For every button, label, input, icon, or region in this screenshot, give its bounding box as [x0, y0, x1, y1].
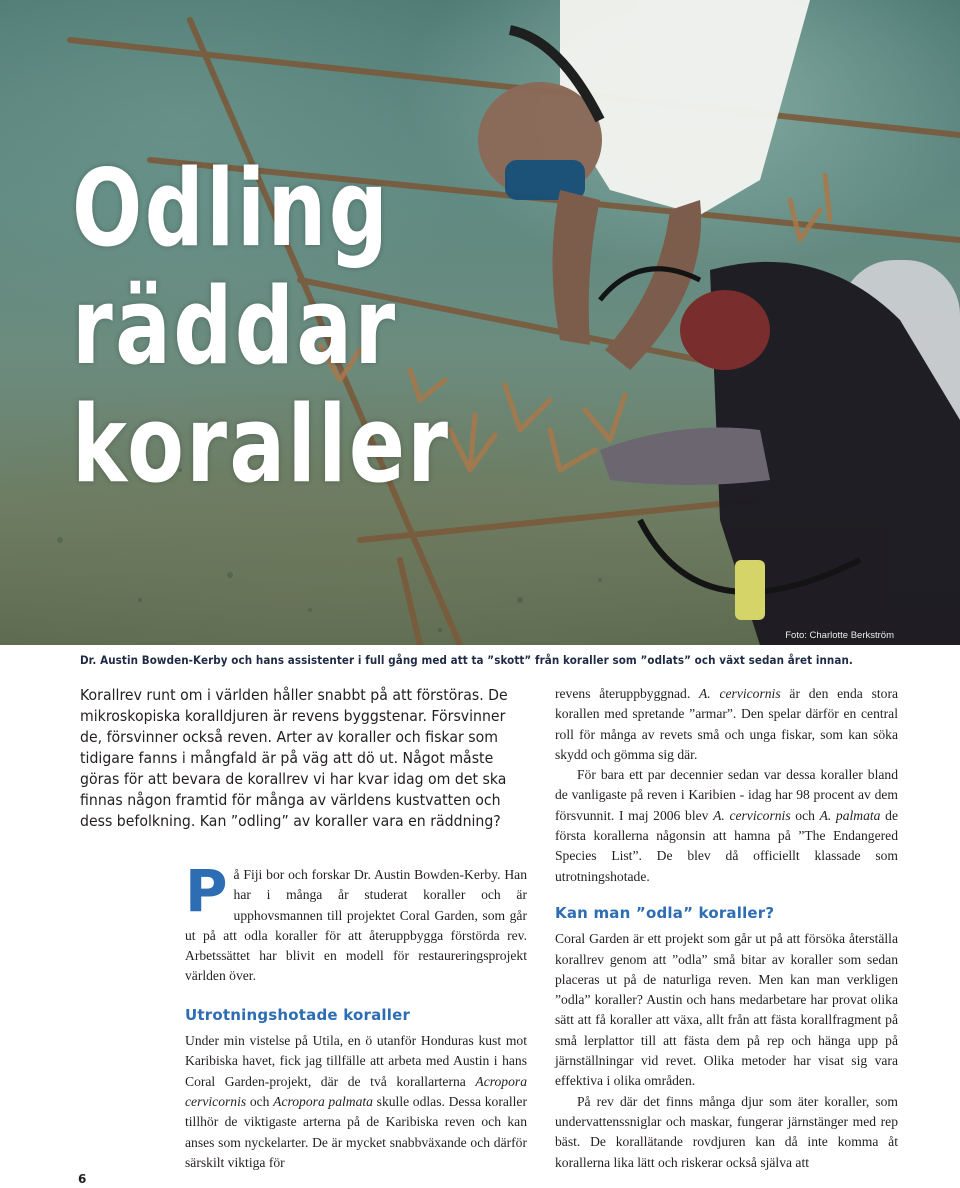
- title-line-2: räddar: [72, 265, 398, 388]
- title-line-3: koraller: [72, 383, 451, 506]
- text-run: och: [246, 1093, 274, 1109]
- body-paragraph: [555, 765, 898, 887]
- species-name: Acropora cervicornis: [185, 1073, 527, 1109]
- photo-caption: Dr. Austin Bowden-Kerby och hans assistenter i full gång med att ta ”skott” från koraller som ”odlats” och växt sedan året innan.: [80, 653, 853, 667]
- body-paragraph: På rev där det finns många djur som äter koraller, som undervattenssniglar och maskar, fungerar järnstänger med rep bäst. De korallätande rovdjuren kan då inte komma åt korallerna lika lätt och riskerar också själva att: [555, 1093, 898, 1170]
- drop-cap: P: [185, 857, 228, 925]
- body-paragraph: Coral Garden är ett projekt som går ut på att försöka återställa korallrev genom att ”odla” små bitar av koraller som sedan placeras ut på de naturliga reven. Men kan man verkligen ”odla” koraller? Austin och hans medarbetare har provat olika sätt att få koraller att växa, allt från att fästa korallfragment på små lerplattor till att fästa dem på rep och hänga upp på järnställningar vid revet. Olika metoder har visat sig vara effektiva i olika områden.: [555, 931, 898, 1089]
- text-run: de första korallerna någonsin att hamna på ”The Endangered Species List”. De blev då officiellt klassade som utrotningshotade.: [555, 807, 898, 884]
- page-number: 6: [78, 1172, 87, 1186]
- title-line-1: Odling: [72, 147, 391, 270]
- intro-paragraph: [185, 857, 527, 987]
- text-run: och: [790, 807, 820, 823]
- body-paragraph: [555, 684, 898, 765]
- intro-text: å Fiji bor och forskar Dr. Austin Bowden-Kerby. Han har i många år studerat koraller och är upphovsmannen till projektet Coral Garden, som går ut på att odla koraller för att återuppbygga förstörda rev. Arbetssättet har blivit en modell för restaureringsprojekt världen över.: [185, 867, 527, 984]
- species-name: A. palmata: [819, 807, 881, 823]
- page-title: [72, 147, 451, 506]
- species-name: A. cervicornis: [713, 807, 791, 823]
- species-name: A. cervicornis: [699, 686, 781, 701]
- species-name: Acropora palmata: [273, 1093, 373, 1109]
- article-column-middle: [185, 857, 527, 1173]
- photo-credit: Foto: Charlotte Berkström: [785, 630, 894, 641]
- section-heading-cultivate: Kan man ”odla” koraller?: [555, 903, 775, 922]
- ingress-paragraph: Korallrev runt om i världen håller snabbt på att förstöras. De mikroskopiska koralldjuren är revens byggstenar. Försvinner de, försvinner också reven. Arter av koraller och fiskar som tidigare fanns i mångfald är på väg att dö ut. Något måste göras för att bevara de korallrev vi har kvar idag om det ska finnas någon framtid för många av världens kustvatten och dess befolkning. Kan ”odling” av koraller vara en räddning?: [80, 686, 508, 830]
- body-paragraph: [185, 1031, 527, 1173]
- article-column-right: [555, 684, 898, 1173]
- text-run: revens återuppbyggnad.: [555, 686, 699, 701]
- text-run: Under min vistelse på Utila, en ö utanför Honduras kust mot Karibiska havet, fick jag tillfälle att arbeta med Austin i hans Coral Garden-projekt, där de två korallarterna: [185, 1033, 527, 1089]
- text-run: För bara ett par decennier sedan var dessa koraller bland de vanligaste på reven i Karibien - idag har 98 procent av dem försvunnit. I maj 2006 blev: [555, 767, 898, 823]
- text-run: skulle odlas. Dessa koraller tillhör de viktigaste arterna på de Karibiska reven och kan anses som nyckelarter. De är mycket snabbväxande och därför särskilt viktiga för: [185, 1093, 527, 1170]
- section-heading-endangered: Utrotningshotade koraller: [185, 1005, 411, 1024]
- text-run: är den enda stora korallen med spretande ”armar”. Den spelar därför en central roll för många av revets små och unga fiskar, som kan söka skydd och gömma sig där.: [555, 686, 898, 762]
